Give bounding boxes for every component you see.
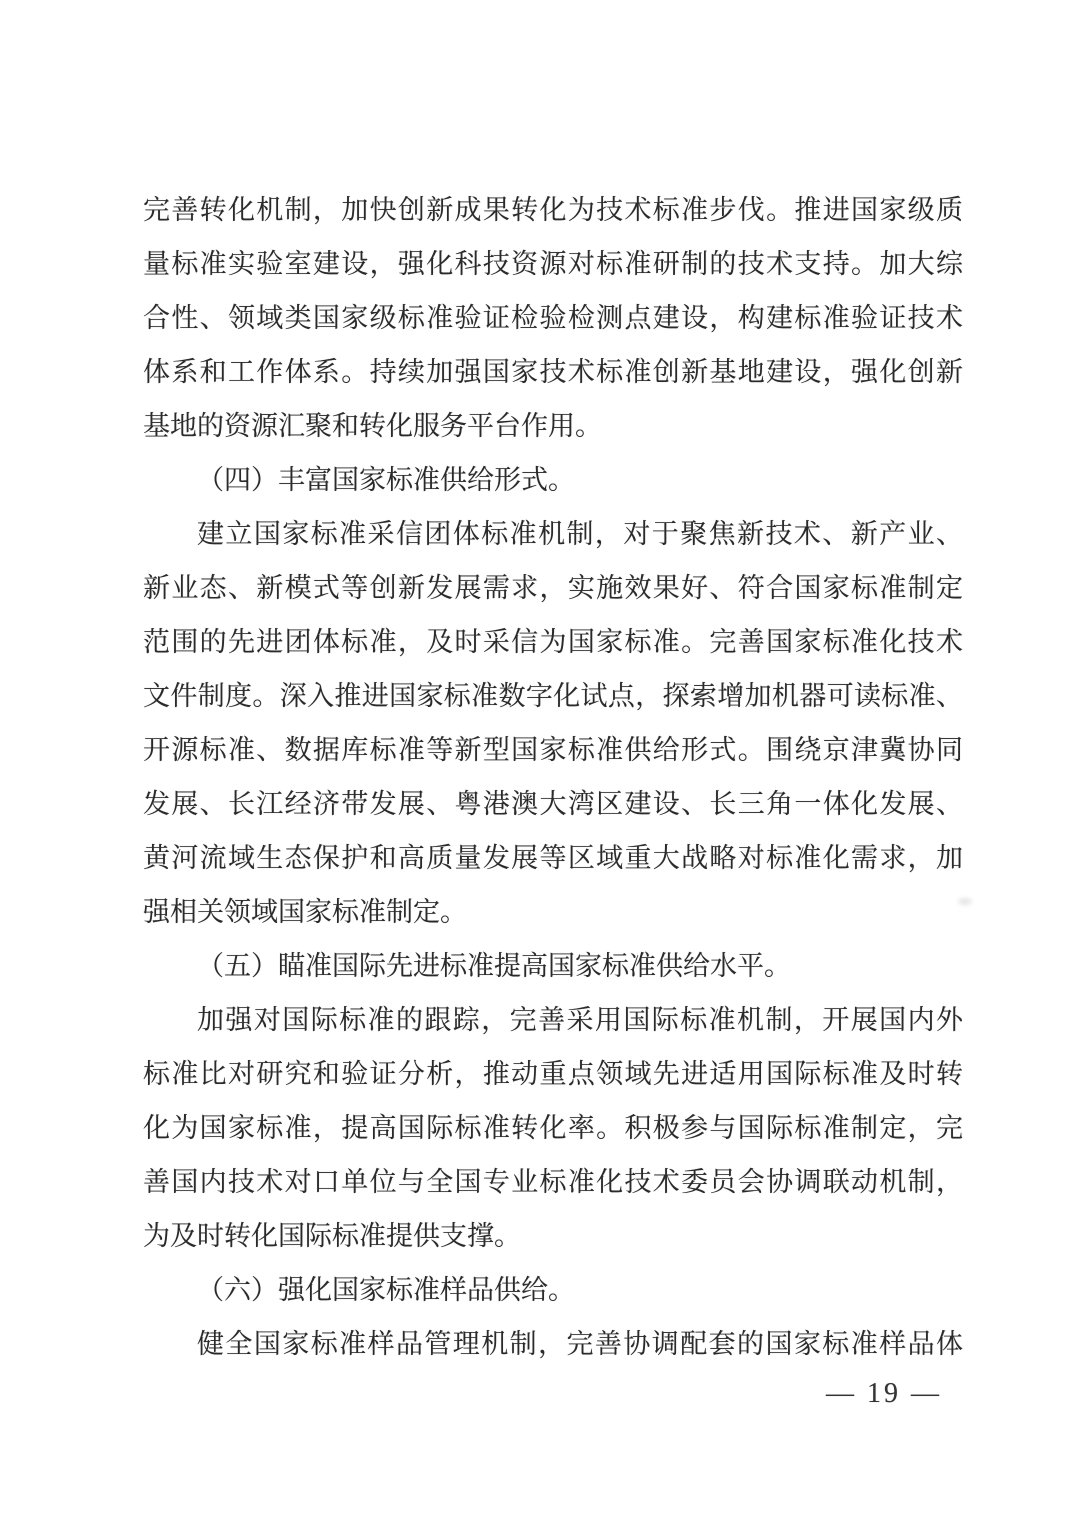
section-heading: （六）强化国家标准样品供给。 bbox=[197, 1275, 575, 1305]
text-line: 新业态、新模式等创新发展需求，实施效果好、符合国家标准制定 bbox=[143, 573, 963, 603]
text-line: 基地的资源汇聚和转化服务平台作用。 bbox=[143, 411, 602, 441]
text-line: 开源标准、数据库标准等新型国家标准供给形式。围绕京津冀协同 bbox=[143, 735, 963, 765]
text-line: 文件制度。深入推进国家标准数字化试点，探索增加机器可读标准、 bbox=[143, 681, 963, 711]
text-line: 量标准实验室建设，强化科技资源对标准研制的技术支持。加大综 bbox=[143, 249, 963, 279]
text-line: 完善转化机制，加快创新成果转化为技术标准步伐。推进国家级质 bbox=[143, 195, 963, 225]
text-line: 体系和工作体系。持续加强国家技术标准创新基地建设，强化创新 bbox=[143, 357, 963, 387]
section-heading: （五）瞄准国际先进标准提高国家标准供给水平。 bbox=[197, 951, 791, 981]
page-number: — 19 — bbox=[826, 1378, 942, 1409]
text-line: 黄河流域生态保护和高质量发展等区域重大战略对标准化需求，加 bbox=[143, 843, 963, 873]
text-line: 合性、领域类国家级标准验证检验检测点建设，构建标准验证技术 bbox=[143, 303, 963, 333]
text-line: 为及时转化国际标准提供支撑。 bbox=[143, 1221, 521, 1251]
document-text-block bbox=[143, 183, 963, 1371]
text-line: 建立国家标准采信团体标准机制，对于聚焦新技术、新产业、 bbox=[197, 519, 963, 549]
text-line: 标准比对研究和验证分析，推动重点领域先进适用国际标准及时转 bbox=[143, 1059, 963, 1089]
text-line: 发展、长江经济带发展、粤港澳大湾区建设、长三角一体化发展、 bbox=[143, 789, 963, 819]
scan-artifact bbox=[958, 898, 972, 905]
text-line: 强相关领域国家标准制定。 bbox=[143, 897, 467, 927]
text-line: 范围的先进团体标准，及时采信为国家标准。完善国家标准化技术 bbox=[143, 627, 963, 657]
text-line: 善国内技术对口单位与全国专业标准化技术委员会协调联动机制， bbox=[143, 1167, 963, 1197]
section-heading: （四）丰富国家标准供给形式。 bbox=[197, 465, 575, 495]
text-line: 化为国家标准，提高国际标准转化率。积极参与国际标准制定，完 bbox=[143, 1113, 963, 1143]
text-line: 加强对国际标准的跟踪，完善采用国际标准机制，开展国内外 bbox=[197, 1005, 963, 1035]
text-line: 健全国家标准样品管理机制，完善协调配套的国家标准样品体 bbox=[197, 1329, 963, 1359]
